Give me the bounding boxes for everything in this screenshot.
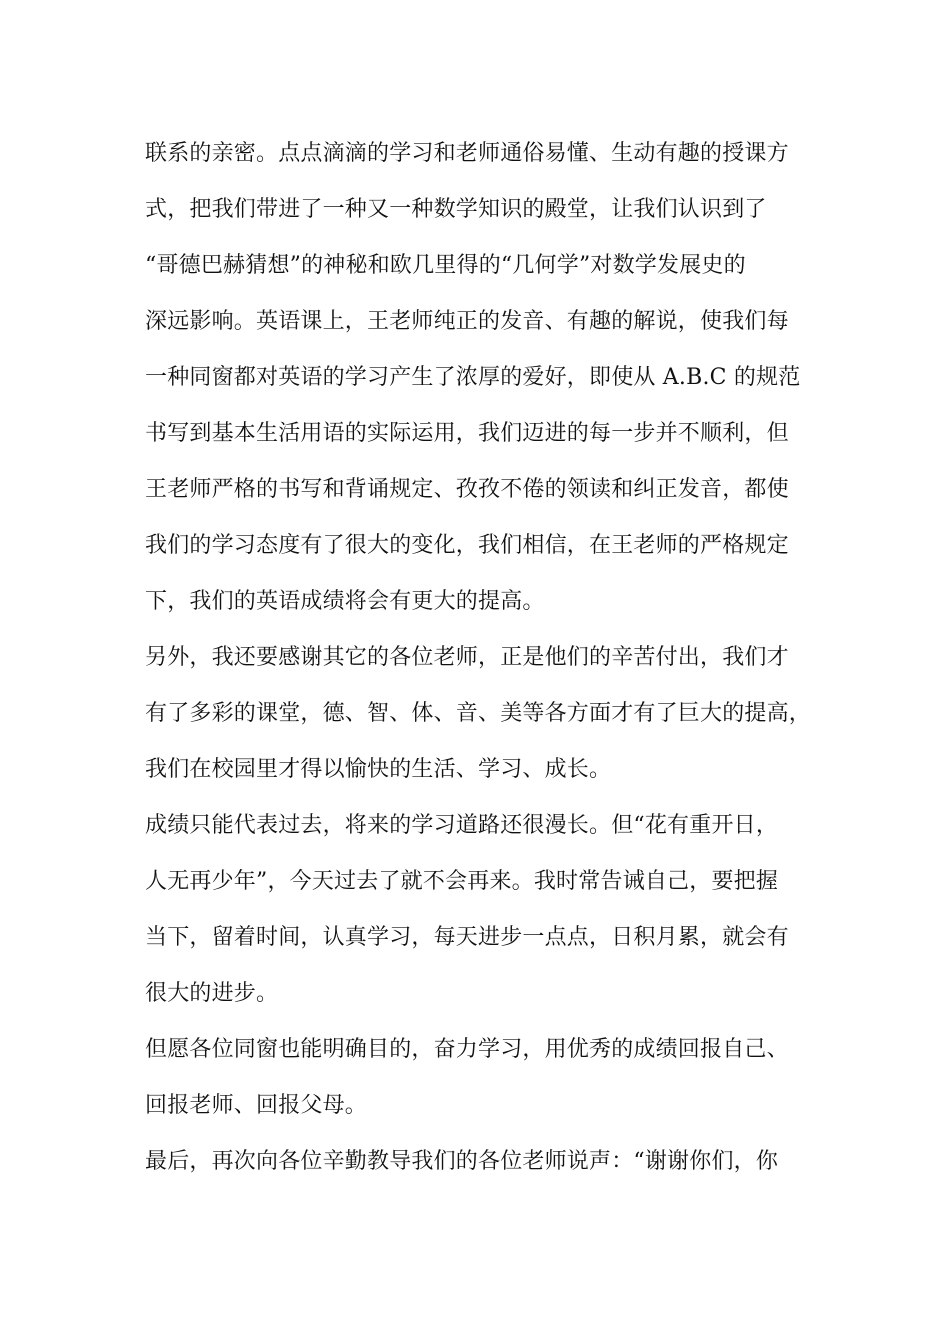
body-text (145, 134, 815, 1198)
text-line: 深远影响。英语课上，王老师纯正的发音、有趣的解说，使我们每 (145, 309, 789, 334)
text-line: 但愿各位同窗也能明确目的，奋力学习，用优秀的成绩回报自己、 (145, 1037, 789, 1062)
text-line: 另外，我还要感谢其它的各位老师，正是他们的辛苦付出，我们才 (145, 645, 789, 670)
text-line: 有了多彩的课堂，德、智、体、音、美等各方面才有了巨大的提高， (145, 701, 812, 726)
text-line: 式，把我们带进了一种又一种数学知识的殿堂，让我们认识到了 (145, 197, 767, 222)
text-line: 很大的进步。 (145, 981, 279, 1006)
text-line: 我们的学习态度有了很大的变化，我们相信，在王老师的严格规定 (145, 533, 789, 558)
text-line: 我们在校园里才得以愉快的生活、学习、成长。 (145, 757, 612, 782)
text-line: 当下，留着时间，认真学习，每天进步一点点，日积月累，就会有 (145, 925, 789, 950)
text-line: 人无再少年”，今天过去了就不会再来。我时常告诫自己，要把握 (145, 869, 779, 894)
text-line: 下，我们的英语成绩将会有更大的提高。 (145, 589, 545, 614)
text-line: 一种同窗都对英语的学习产生了浓厚的爱好，即使从 A.B.C 的规范 (145, 365, 801, 390)
text-line: 王老师严格的书写和背诵规定、孜孜不倦的领读和纠正发音，都使 (145, 477, 789, 502)
text-line: 最后，再次向各位辛勤教导我们的各位老师说声：“谢谢你们，你 (145, 1149, 779, 1174)
text-line: 书写到基本生活用语的实际运用，我们迈进的每一步并不顺利，但 (145, 421, 789, 446)
text-line: “哥德巴赫猜想”的神秘和欧几里得的“几何学”对数学发展史的 (145, 253, 746, 278)
text-line: 成绩只能代表过去，将来的学习道路还很漫长。但“花有重开日， (145, 813, 779, 838)
text-line: 联系的亲密。点点滴滴的学习和老师通俗易懂、生动有趣的授课方 (145, 141, 789, 166)
text-line: 回报老师、回报父母。 (145, 1093, 368, 1118)
